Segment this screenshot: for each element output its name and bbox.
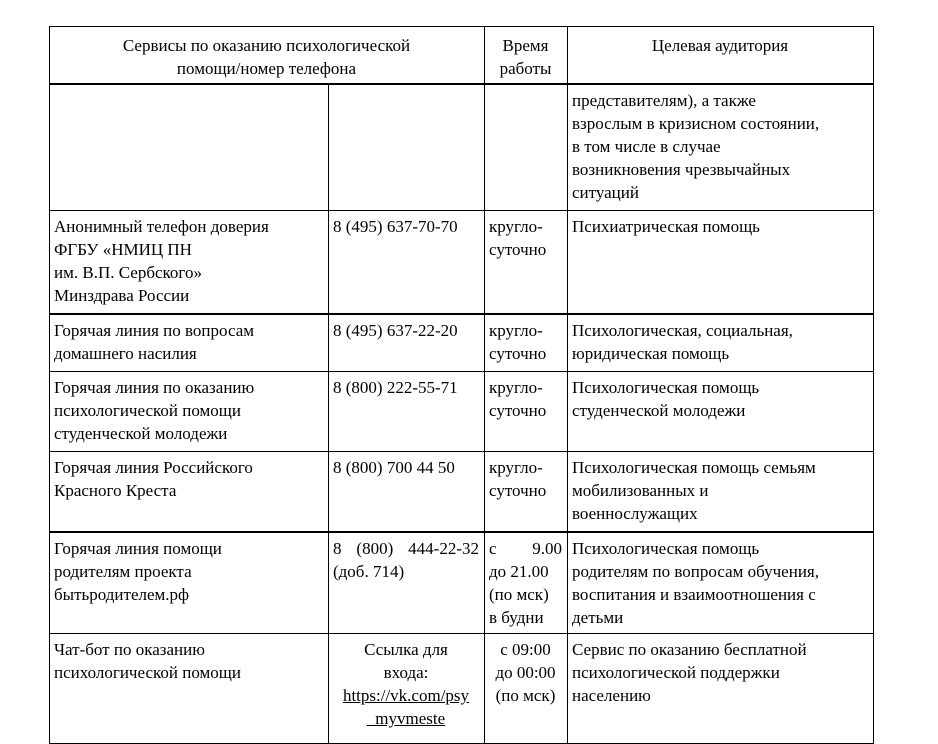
phone-cell: Ссылка для входа: https://vk.com/psy _myvmeste xyxy=(329,634,485,744)
hours-cell: кругло- суточно xyxy=(485,211,568,314)
table-row xyxy=(50,314,874,372)
audience-cell: Сервис по оказанию бесплатной психологической поддержки населению xyxy=(568,634,874,744)
audience-cell: Психологическая, социальная, юридическая помощь xyxy=(568,314,874,372)
table-row xyxy=(50,634,874,744)
service-name-cell: Горячая линия Российского Красного Креста xyxy=(50,452,329,532)
table-row xyxy=(50,452,874,532)
audience-cell: представителям), а также взрослым в кризисном состоянии, в том числе в случае возникновения чрезвычайных ситуаций xyxy=(568,85,874,211)
phone-cell: 8 (495) 637-22-20 xyxy=(329,314,485,372)
header-row xyxy=(50,27,874,84)
service-name-cell: Горячая линия по оказанию психологической помощи студенческой молодежи xyxy=(50,372,329,452)
header-audience: Целевая аудитория xyxy=(568,27,874,84)
audience-cell: Психиатрическая помощь xyxy=(568,211,874,314)
phone-cell xyxy=(329,85,485,211)
service-name-cell: Чат-бот по оказанию психологической помощи xyxy=(50,634,329,744)
table-row xyxy=(50,85,874,211)
hours-cell: с 09:00 до 00:00 (по мск) xyxy=(485,634,568,744)
table-row xyxy=(50,372,874,452)
audience-cell: Психологическая помощь студенческой молодежи xyxy=(568,372,874,452)
table-row xyxy=(50,532,874,634)
vk-link[interactable]: _myvmeste xyxy=(366,709,446,728)
phone-cell: 8 (800) 700 44 50 xyxy=(329,452,485,532)
header-services: Сервисы по оказанию психологической помощи/номер телефона xyxy=(50,27,485,84)
hours-cell xyxy=(485,85,568,211)
table-row xyxy=(50,211,874,314)
header-hours: Время работы xyxy=(485,27,568,84)
audience-cell: Психологическая помощь родителям по вопросам обучения, воспитания и взаимоотношения с детьми xyxy=(568,532,874,634)
hours-cell: кругло- суточно xyxy=(485,452,568,532)
audience-cell: Психологическая помощь семьям мобилизованных и военнослужащих xyxy=(568,452,874,532)
service-name-cell: Горячая линия по вопросам домашнего насилия xyxy=(50,314,329,372)
hours-cell: кругло- суточно xyxy=(485,314,568,372)
hours-cell: кругло- суточно xyxy=(485,372,568,452)
service-name-cell: Горячая линия помощи родителям проекта бытьродителем.рф xyxy=(50,532,329,634)
service-name-cell: Анонимный телефон доверия ФГБУ «НМИЦ ПН им. В.П. Сербского» Минздрава России xyxy=(50,211,329,314)
phone-cell: 8 (800) 444-22-32 (доб. 714) xyxy=(329,532,485,634)
services-table xyxy=(49,26,874,744)
hours-cell: с 9.00 до 21.00 (по мск) в будни xyxy=(485,532,568,634)
service-name-cell xyxy=(50,85,329,211)
phone-cell: 8 (800) 222-55-71 xyxy=(329,372,485,452)
vk-link[interactable]: https://vk.com/psy xyxy=(342,686,470,705)
phone-cell: 8 (495) 637-70-70 xyxy=(329,211,485,314)
